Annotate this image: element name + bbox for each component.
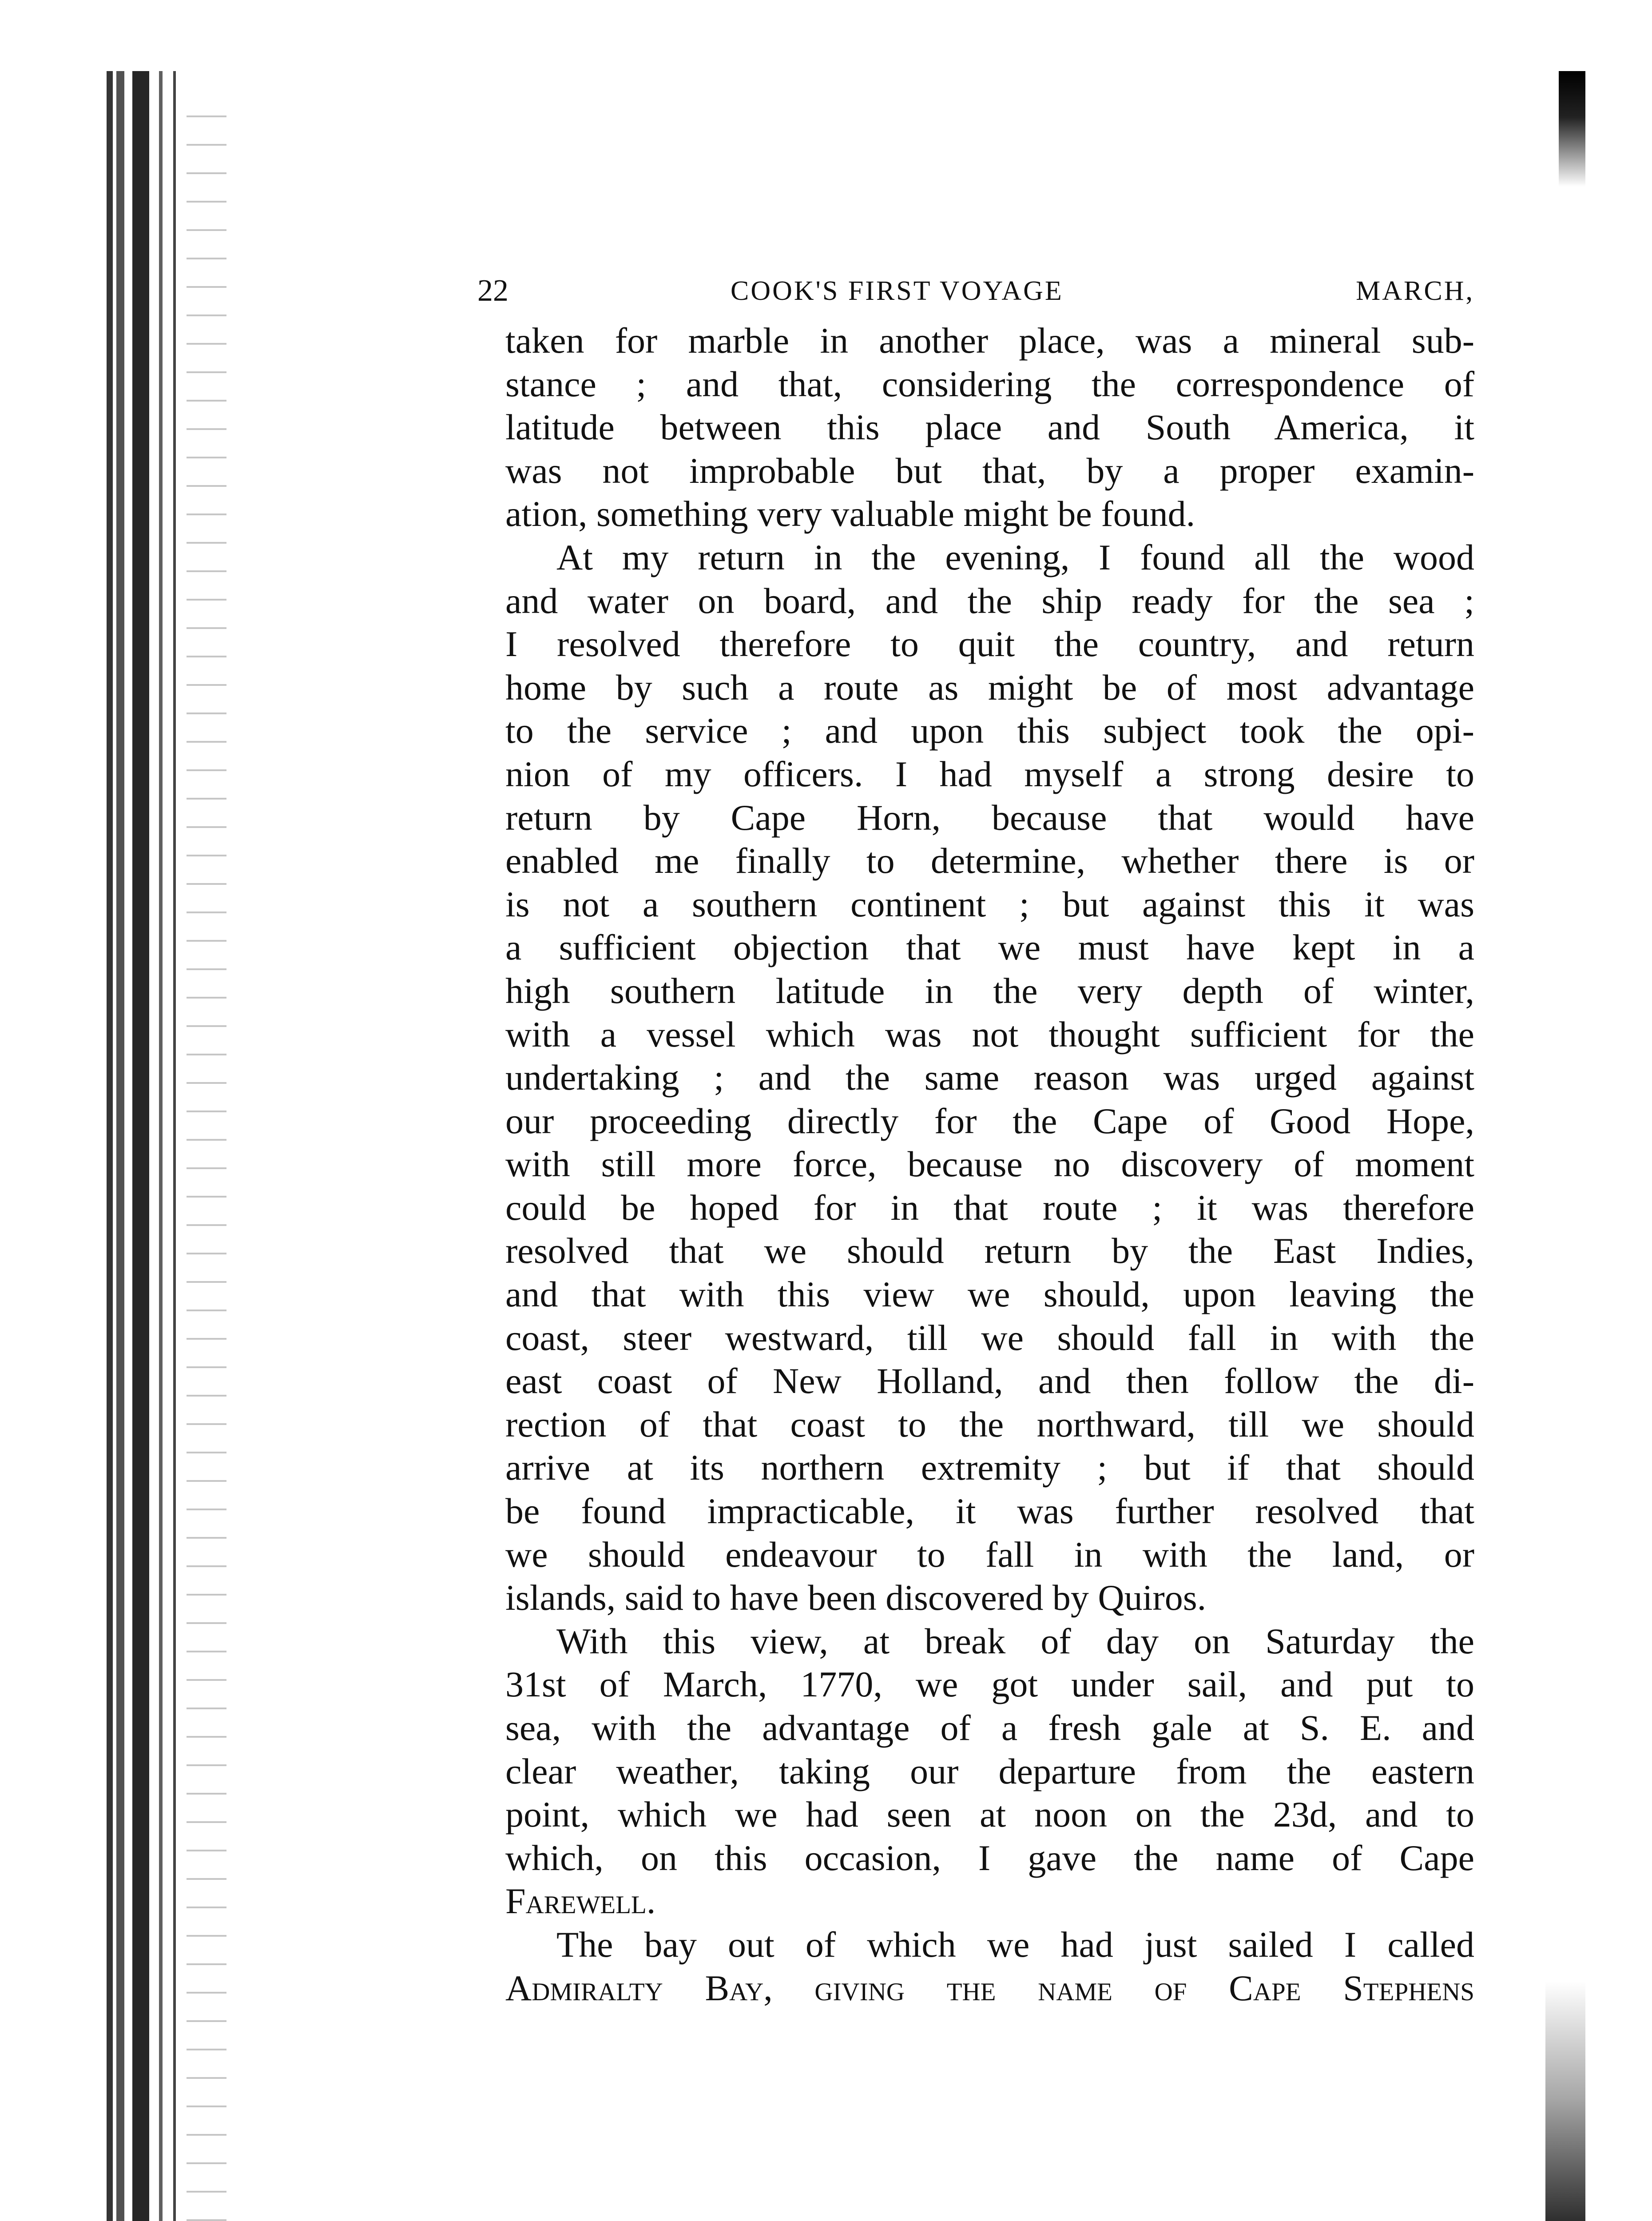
text-line: coast, steer westward, till we should fall in with the — [505, 1317, 1474, 1358]
text-line: With this view, at break of day on Saturday the — [556, 1620, 1474, 1661]
text-line: sea, with the advantage of a fresh gale at S. E. and — [505, 1708, 1474, 1748]
text-line: our proceeding directly for the Cape of Good Hope, — [505, 1100, 1474, 1141]
text-line: be found impracticable, it was further resolved that — [505, 1491, 1474, 1532]
text-line: with a vessel which was not thought sufficient for the — [505, 1014, 1474, 1055]
text-line: nion of my officers. I had myself a strong desire to — [505, 753, 1474, 794]
text-line: enabled me finally to determine, whether there is or — [505, 840, 1474, 881]
text-line: return by Cape Horn, because that would have — [505, 797, 1474, 838]
text-line: latitude between this place and South America, it — [505, 407, 1474, 448]
running-title: COOK'S FIRST VOYAGE — [731, 276, 1064, 306]
text-line: Admiralty Bay, giving the name of Cape Stephens — [505, 1967, 1474, 2008]
right-edge-shadow-top — [1559, 71, 1585, 187]
text-line: and water on board, and the ship ready for the sea ; — [505, 580, 1474, 621]
text-line: rection of that coast to the northward, till we should — [505, 1404, 1474, 1445]
text-line: is not a southern continent ; but against this it was — [505, 884, 1474, 924]
text-line: clear weather, taking our departure from the eastern — [505, 1751, 1474, 1791]
text-line: stance ; and that, considering the correspondence of — [505, 363, 1474, 404]
running-month: MARCH, — [1356, 276, 1474, 306]
text-line: ation, something very valuable might be found. — [505, 494, 1195, 534]
text-line: was not improbable but that, by a proper examin- — [505, 450, 1474, 491]
running-head — [477, 271, 1474, 311]
text-line: to the service ; and upon this subject took the opi- — [505, 710, 1474, 751]
text-line: arrive at its northern extremity ; but if that should — [505, 1447, 1474, 1488]
left-gutter-shadow — [107, 71, 182, 2221]
text-line: I resolved therefore to quit the country, and return — [505, 624, 1474, 665]
text-line: taken for marble in another place, was a mineral sub- — [505, 320, 1474, 361]
page-number: 22 — [477, 274, 508, 308]
text-line: and that with this view we should, upon leaving the — [505, 1274, 1474, 1315]
text-line: resolved that we should return by the East Indies, — [505, 1230, 1474, 1271]
text-line: islands, said to have been discovered by Quiros. — [505, 1577, 1207, 1618]
text-line: high southern latitude in the very depth of winter, — [505, 970, 1474, 1011]
text-line: point, which we had seen at noon on the 23d, and to — [505, 1794, 1474, 1835]
body-text — [505, 319, 1474, 2010]
text-line: undertaking ; and the same reason was urged against — [505, 1057, 1474, 1098]
text-line: 31st of March, 1770, we got under sail, and put to — [505, 1664, 1474, 1705]
text-line: Farewell. — [505, 1881, 656, 1922]
text-line: we should endeavour to fall in with the land, or — [505, 1534, 1474, 1575]
text-line: with still more force, because no discovery of moment — [505, 1144, 1474, 1185]
text-line: east coast of New Holland, and then follow the di- — [505, 1361, 1474, 1401]
text-line: The bay out of which we had just sailed I called — [556, 1924, 1474, 1965]
text-line: home by such a route as might be of most advantage — [505, 667, 1474, 708]
right-edge-shadow-bottom — [1545, 1981, 1585, 2221]
left-gutter-marks — [187, 89, 226, 2221]
text-line: could be hoped for in that route ; it was therefore — [505, 1187, 1474, 1228]
text-line: At my return in the evening, I found all the wood — [556, 537, 1474, 577]
text-line: which, on this occasion, I gave the name of Cape — [505, 1837, 1474, 1878]
text-line: a sufficient objection that we must have kept in a — [505, 927, 1474, 968]
